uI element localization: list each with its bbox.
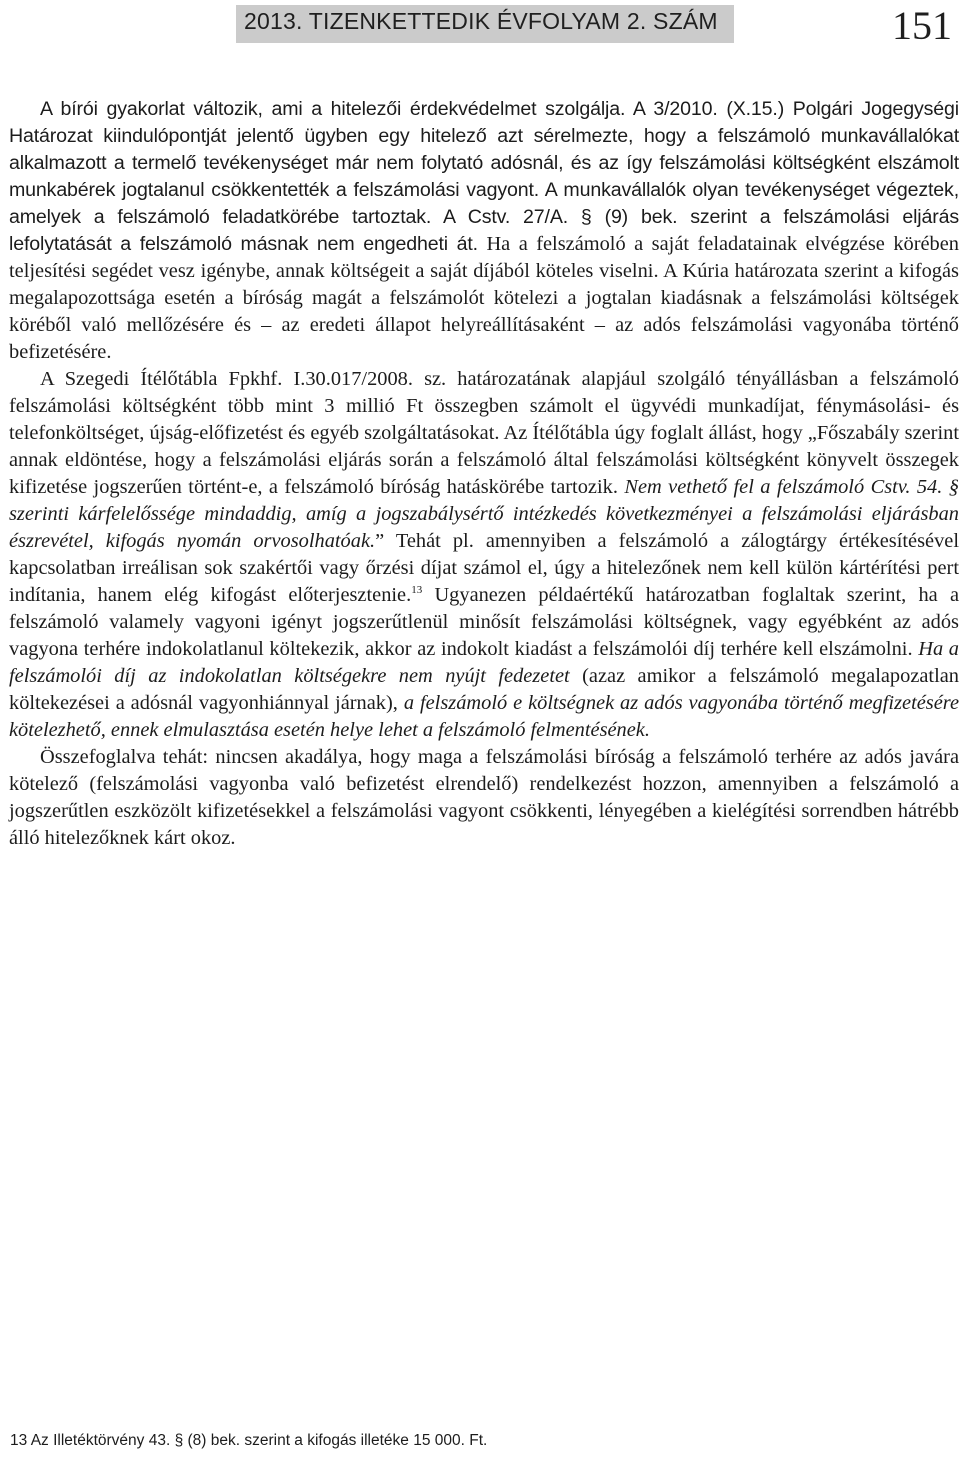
paragraph-2-text-a: A Szegedi Ítélőtábla Fpkhf. I.30.017/2008. sz. határozatának alapjául szolgáló tényállásban a felszámoló felszámolási költségként több mint 3 millió Ft összegben számolt el ügyvédi munkadíjat, fénymásolási- és telefonköltséget, újság-előfizetést és egyéb szolgáltatásokat. Az Ítélőtábla úgy foglalt állást, hogy „Főszabály szerint annak eldöntése, hogy a felszámolási eljárás során a felszámoló által felszámolási költségként könyvelt összegek kifizetése jogszerűen történt-e, a felszámoló bíróság hatáskörébe tartozik. <box>9 368 959 498</box>
paragraph-2-italic-e: Ha a felszámolói díj az indokolatlan költségekre nem nyújt fedezetet <box>9 638 959 687</box>
paragraph-2 <box>9 366 959 744</box>
paragraph-1-sans-text: A bírói gyakorlat változik, ami a hitelezői érdekvédelmet szolgálja. A 3/2010. (X.15.) Polgári Jogegységi Határozat kiindulópontját jelentő ügyben egy hitelező azt sérelmezte, hogy a felszámoló munkavállalókat alkalmazott a termelő tevékenységet már nem folytató adósnál, és az így felszámolási költségként elszámolt munkabérek jogtalanul csökkentették a felszámolási vagyont. A munkavállalók olyan tevékenységet végeztek, amelyek a felszámoló feladatkörébe tartoztak. A Cstv. 27/A. § (9) bek. szerint a felszámolási eljárás lefolytatását a felszámoló másnak nem engedheti át. <box>9 98 959 255</box>
paragraph-1-serif-text: Ha a felszámoló a saját feladatainak elvégzése körében teljesítési segédet vesz igénybe, annak költségeit a saját díjából köteles viselni. A Kúria határozata szerint a kifogás megalapozottsága esetén a bíróság magát a felszámolót kötelezi a jogtalan kiadásnak a felszámolási költségek köréből való mellőzésére és – az eredeti állapot helyreállításaként – az adós felszámolási vagyonába történő befizetésére. <box>9 233 959 363</box>
paragraph-2-italic-g: a felszámoló e költségnek az adós vagyonába történő megfizetésére kötelezhető, ennek elmulasztása esetén helye lehet a felszámoló felmentésének. <box>9 692 959 741</box>
paragraph-3: Összefoglalva tehát: nincsen akadálya, hogy maga a felszámolási bíróság a felszámoló terhére az adós javára kötelező (felszámolási vagyonba való befizetést elrendelő) rendelkezést hozzon, amennyiben a felszámoló a jogszerűtlen eszközölt kifizetésekkel a felszámolási vagyont csökkenti, lényegében a kielégítési sorrendben hátrébb álló hitelezőknek kárt okoz. <box>9 746 959 849</box>
paragraph-2-text-d: Ugyanezen példaértékű határozatban foglaltak szerint, ha a felszámoló valamely vagyoni igényt jogszerűtlenül minősít felszámolási költségnek, vagy egyébként az adós vagyona terhére indokolatlanul költekezik, akkor az indokolt kiadást a felszámolói díj terhére kell elszámolni. <box>9 584 959 660</box>
paragraph-2-text-c: ” Tehát pl. amennyiben a felszámoló a zálogtárgy értékesítésével kapcsolatban irreálisan sok szakértői vagy őrzési díjat számol el, úgy a hitelezőnek nem kell külön kártérítési pert indítania, hanem elég kifogást előterjesztenie. <box>9 530 959 606</box>
footnote-reference: 13 <box>411 584 423 596</box>
footnote: 13 Az Illetéktörvény 43. § (8) bek. szerint a kifogás illetéke 15 000. Ft. <box>10 1432 488 1449</box>
article-body <box>9 96 959 852</box>
paragraph-2-text-f: (azaz amikor a felszámoló megalapozatlan költekezései a adósnál vagyonhiánnyal járnak), <box>9 665 960 714</box>
page-number: 151 <box>892 3 952 48</box>
running-header-title: 2013. TIZENKETTEDIK ÉVFOLYAM 2. SZÁM <box>244 8 718 34</box>
paragraph-1 <box>9 96 959 366</box>
paragraph-2-italic-quote: Nem vethető fel a felszámoló Cstv. 54. § szerinti kárfelelőssége mindaddig, amíg a jogszabálysértő intézkedés következményei a felszámolási eljárásban észrevétel, kifogás nyomán orvosolhatóak. <box>9 476 959 552</box>
